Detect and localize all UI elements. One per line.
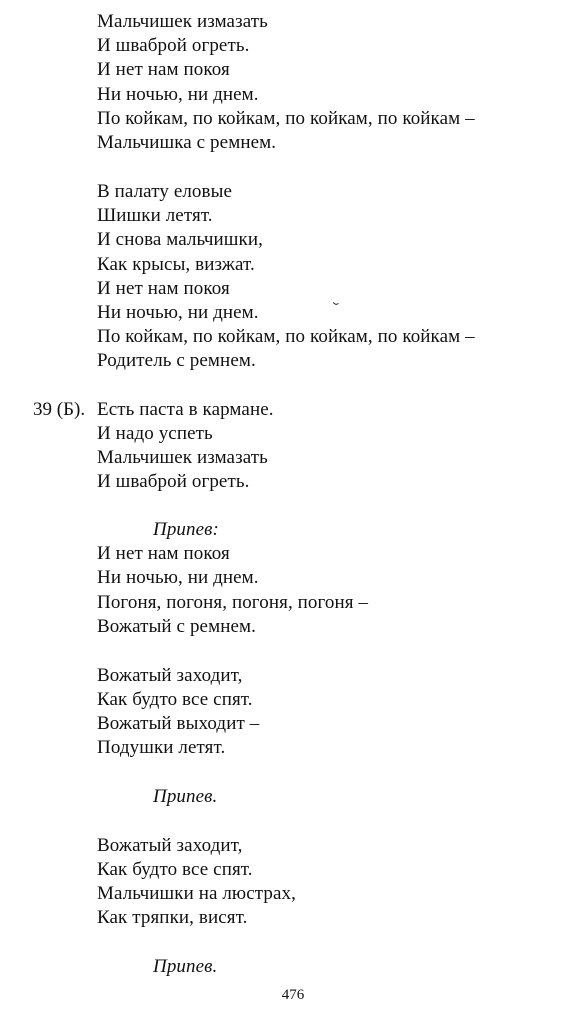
verse-line: По койкам, по койкам, по койкам, по койкам –	[97, 108, 475, 129]
verse-line: Как крысы, визжат.	[97, 254, 255, 275]
verse-line: И нет нам покоя	[97, 278, 230, 299]
verse-line: Шишки летят.	[97, 205, 213, 226]
ink-speck	[333, 302, 339, 305]
refrain-label: Припев.	[153, 786, 218, 807]
verse-line: Мальчишка с ремнем.	[97, 132, 277, 153]
verse-line: Родитель с ремнем.	[97, 350, 256, 371]
verse-line: Вожатый заходит,	[97, 835, 243, 856]
verse-line: Как тряпки, висят.	[97, 907, 248, 928]
verse-line: Как будто все спят.	[97, 859, 253, 880]
verse-line: В палату еловые	[97, 181, 233, 202]
verse-line: И надо успеть	[97, 423, 213, 444]
verse-line: Ни ночью, ни днем.	[97, 302, 259, 323]
verse-line: Ни ночью, ни днем.	[97, 567, 259, 588]
verse-line: Вожатый выходит –	[97, 713, 260, 734]
verse-line: Есть паста в кармане.	[97, 399, 274, 420]
verse-line: Мальчишки на люстрах,	[97, 883, 296, 904]
refrain-label: Припев:	[153, 519, 219, 540]
verse-line: И шваброй огреть.	[97, 471, 250, 492]
verse-line: Вожатый с ремнем.	[97, 616, 256, 637]
verse-line: Подушки летят.	[97, 737, 226, 758]
verse-line: Вожатый заходит,	[97, 665, 243, 686]
verse-line: И нет нам покоя	[97, 59, 230, 80]
verse-line: Погоня, погоня, погоня, погоня –	[97, 592, 369, 613]
verse-line: Ни ночью, ни днем.	[97, 84, 259, 105]
refrain-label: Припев.	[153, 956, 218, 977]
page-number: 476	[281, 987, 305, 1003]
verse-line: Как будто все спят.	[97, 689, 253, 710]
verse-line: И снова мальчишки,	[97, 229, 263, 250]
verse-line: И шваброй огреть.	[97, 35, 250, 56]
verse-line: И нет нам покоя	[97, 543, 230, 564]
verse-line: Мальчишек измазать	[97, 11, 268, 32]
verse-line: По койкам, по койкам, по койкам, по койкам –	[97, 326, 475, 347]
verse-line: Мальчишек измазать	[97, 447, 268, 468]
song-number: 39 (Б).	[33, 399, 86, 420]
